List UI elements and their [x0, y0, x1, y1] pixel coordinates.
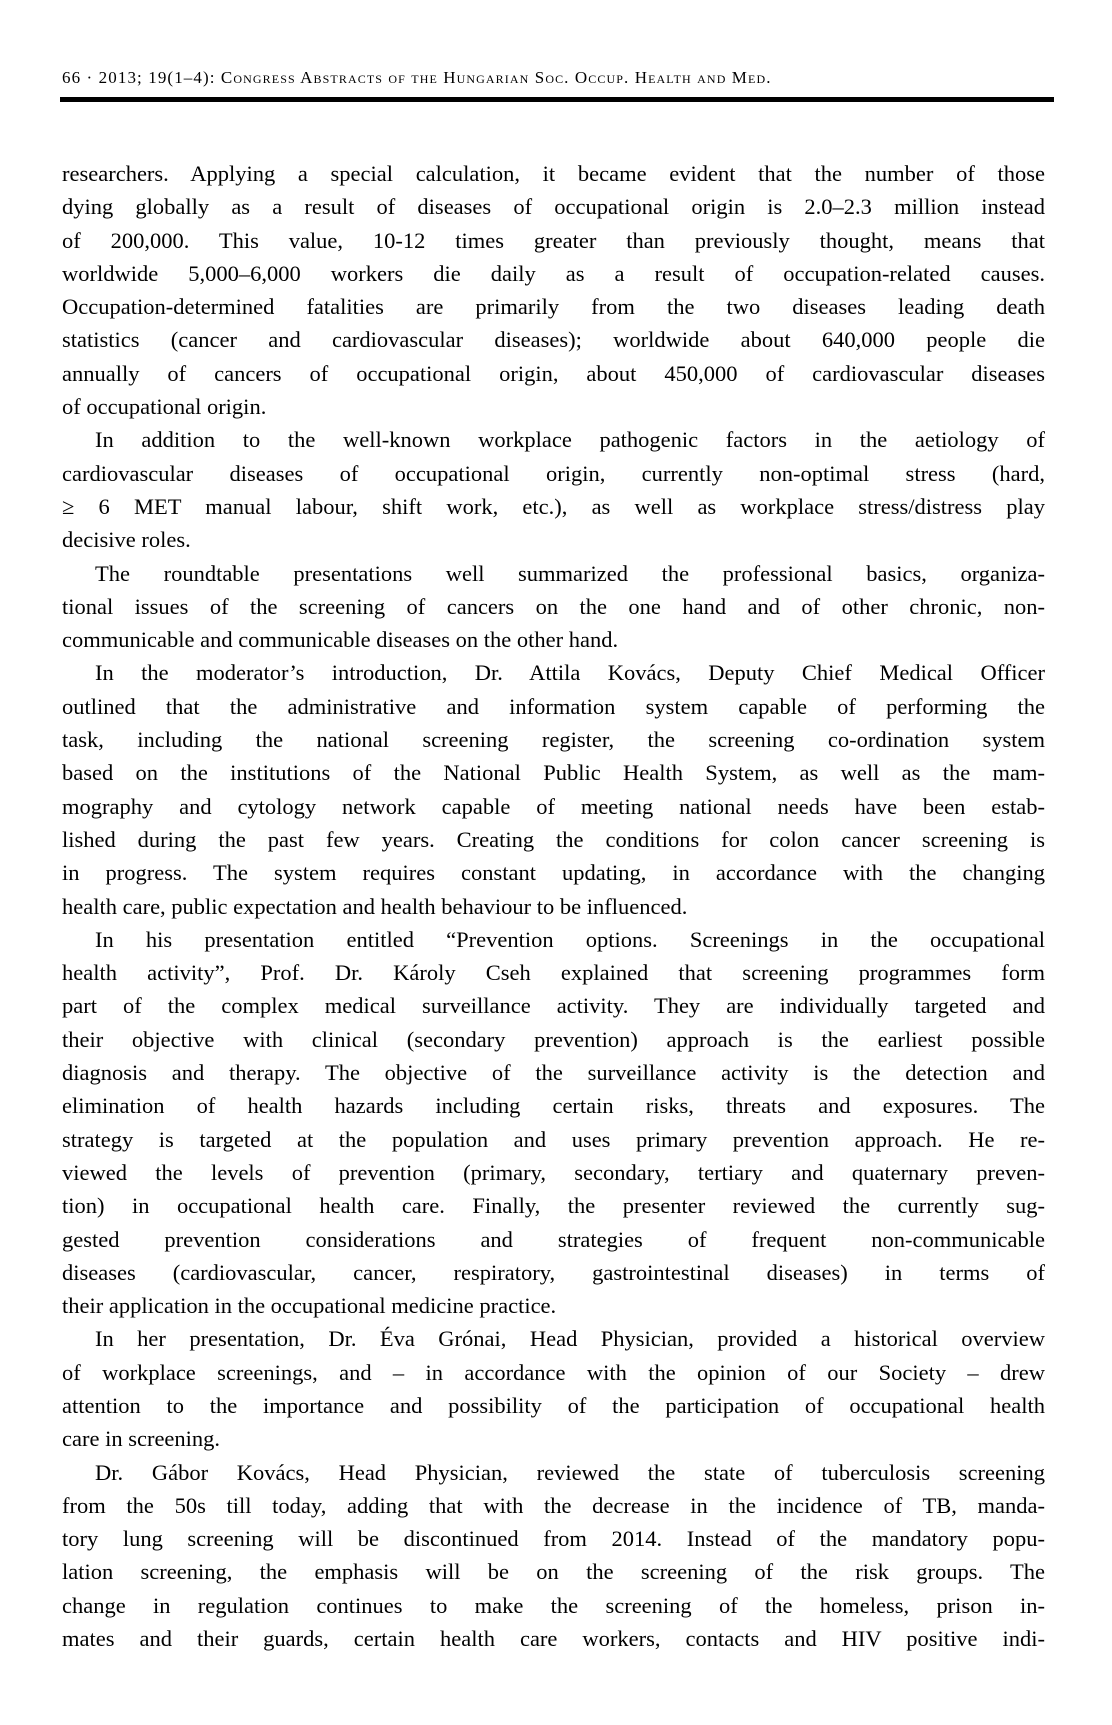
text-line: communicable and communicable diseases on the other hand. [62, 627, 619, 653]
text-line: annually of cancers of occupational origin, about 450,000 of cardiovascular diseases [62, 360, 1045, 386]
text-line: In addition to the well-known workplace pathogenic factors in the aetiology of [95, 427, 1045, 453]
text-line: viewed the levels of prevention (primary, secondary, tertiary and quaternary preven- [62, 1159, 1045, 1185]
text-line: In her presentation, Dr. Éva Grónai, Head Physician, provided a historical overview [95, 1326, 1045, 1352]
text-line: diagnosis and therapy. The objective of the surveillance activity is the detection and [62, 1060, 1045, 1086]
text-line: mography and cytology network capable of meeting national needs have been estab- [62, 793, 1045, 819]
text-line: diseases (cardiovascular, cancer, respiratory, gastrointestinal diseases) in terms of [62, 1259, 1045, 1285]
paragraph [62, 1456, 1045, 1656]
paragraph [62, 1322, 1045, 1455]
text-line: statistics (cancer and cardiovascular diseases); worldwide about 640,000 people die [62, 327, 1045, 353]
text-line: cardiovascular diseases of occupational origin, currently non-optimal stress (hard, [62, 460, 1045, 486]
text-line: lished during the past few years. Creating the conditions for colon cancer screening is [62, 826, 1045, 852]
text-line: elimination of health hazards including certain risks, threats and exposures. The [62, 1093, 1045, 1119]
text-line: lation screening, the emphasis will be on the screening of the risk groups. The [62, 1559, 1045, 1585]
text-line: of 200,000. This value, 10-12 times greater than previously thought, means that [62, 227, 1045, 253]
text-line: mates and their guards, certain health care workers, contacts and HIV positive indi- [62, 1626, 1045, 1652]
text-line: gested prevention considerations and strategies of frequent non-communicable [62, 1226, 1045, 1252]
text-line: Occupation-determined fatalities are primarily from the two diseases leading death [62, 294, 1045, 320]
text-line: their application in the occupational medicine practice. [62, 1293, 557, 1319]
text-line: from the 50s till today, adding that with the decrease in the incidence of TB, manda- [62, 1492, 1045, 1518]
text-line: tion) in occupational health care. Finally, the presenter reviewed the currently sug- [62, 1193, 1045, 1219]
text-line: part of the complex medical surveillance activity. They are individually targeted and [62, 993, 1045, 1019]
text-line: in progress. The system requires constant updating, in accordance with the changing [62, 860, 1045, 886]
text-line: decisive roles. [62, 527, 191, 553]
text-line: their objective with clinical (secondary prevention) approach is the earliest possible [62, 1026, 1045, 1052]
paragraph [62, 423, 1045, 556]
paragraph [62, 656, 1045, 922]
text-line: task, including the national screening register, the screening co-ordination system [62, 727, 1045, 753]
paragraph [62, 157, 1045, 423]
text-line: of occupational origin. [62, 394, 267, 420]
text-line: In his presentation entitled “Prevention options. Screenings in the occupational [95, 926, 1045, 952]
text-line: of workplace screenings, and – in accordance with the opinion of our Society – drew [62, 1359, 1045, 1385]
body-text [62, 157, 1045, 1655]
text-line: care in screening. [62, 1426, 221, 1452]
text-line: health activity”, Prof. Dr. Károly Cseh explained that screening programmes form [62, 960, 1045, 986]
paragraph [62, 923, 1045, 1323]
text-line: In the moderator’s introduction, Dr. Attila Kovács, Deputy Chief Medical Officer [95, 660, 1045, 686]
text-line: ≥ 6 MET manual labour, shift work, etc.), as well as workplace stress/distress play [62, 493, 1045, 519]
text-line: dying globally as a result of diseases of occupational origin is 2.0–2.3 million instead [62, 194, 1045, 220]
text-line: based on the institutions of the National Public Health System, as well as the mam- [62, 760, 1045, 786]
text-line: tional issues of the screening of cancers on the one hand and of other chronic, non- [62, 593, 1045, 619]
text-line: tory lung screening will be discontinued from 2014. Instead of the mandatory popu- [62, 1526, 1045, 1552]
text-line: Dr. Gábor Kovács, Head Physician, reviewed the state of tuberculosis screening [95, 1459, 1045, 1485]
header-rule [60, 97, 1054, 102]
text-line: outlined that the administrative and information system capable of performing the [62, 693, 1045, 719]
text-line: change in regulation continues to make the screening of the homeless, prison in- [62, 1592, 1045, 1618]
text-line: health care, public expectation and health behaviour to be influenced. [62, 893, 688, 919]
running-header: 66 · 2013; 19(1–4): Congress Abstracts of the Hungarian Soc. Occup. Health and Med. [62, 68, 772, 87]
text-line: researchers. Applying a special calculation, it became evident that the number of those [62, 161, 1045, 186]
text-line: attention to the importance and possibility of the participation of occupational health [62, 1392, 1045, 1418]
text-line: The roundtable presentations well summarized the professional basics, organiza- [95, 560, 1045, 586]
paragraph [62, 557, 1045, 657]
text-line: strategy is targeted at the population and uses primary prevention approach. He re- [62, 1126, 1045, 1152]
text-line: worldwide 5,000–6,000 workers die daily as a result of occupation-related causes. [62, 260, 1045, 286]
